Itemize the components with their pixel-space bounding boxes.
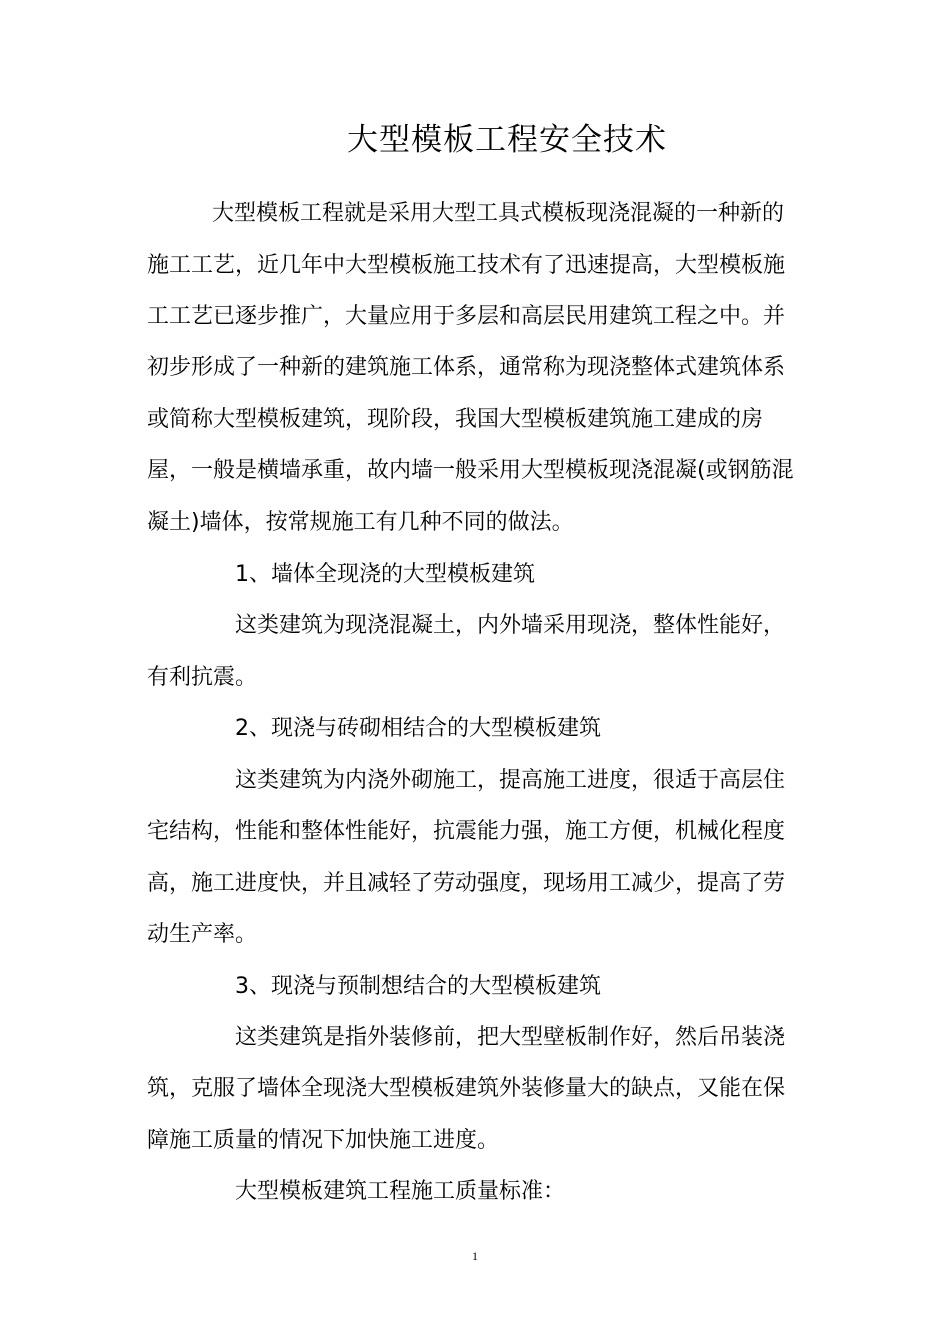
intro-line-4: 初步形成了一种新的建筑施工体系，通常称为现浇整体式建筑体系 — [147, 355, 786, 380]
section-3-line-1: 这类建筑是指外装修前，把大型壁板制作好，然后吊装浇 — [235, 1025, 786, 1050]
intro-line-7: 凝土)墙体，按常规施工有几种不同的做法。 — [147, 510, 574, 535]
intro-line-3: 工工艺已逐步推广，大量应用于多层和高层民用建筑工程之中。并 — [147, 304, 786, 329]
section-1-line-1: 这类建筑为现浇混凝土，内外墙采用现浇，整体性能好， — [235, 613, 786, 638]
intro-line-1: 大型模板工程就是采用大型工具式模板现浇混凝的一种新的 — [212, 201, 785, 226]
document-title: 大型模板工程安全技术 — [347, 122, 667, 158]
section-1-heading: 1、墙体全现浇的大型模板建筑 — [235, 562, 535, 587]
quality-standard-heading: 大型模板建筑工程施工质量标准： — [235, 1179, 566, 1204]
section-1-line-2: 有利抗震。 — [147, 665, 258, 690]
page-number: 1 — [472, 1249, 478, 1263]
section-2-line-2: 宅结构，性能和整体性能好，抗震能力强，施工方便，机械化程度 — [147, 819, 786, 844]
section-2-line-4: 动生产率。 — [147, 922, 258, 947]
intro-line-2: 施工工艺，近几年中大型模板施工技术有了迅速提高，大型模板施 — [147, 253, 786, 278]
section-2-heading: 2、现浇与砖砌相结合的大型模板建筑 — [235, 716, 601, 741]
section-3-heading: 3、现浇与预制想结合的大型模板建筑 — [235, 974, 601, 999]
intro-line-6: 屋，一般是横墙承重，故内墙一般采用大型模板现浇混凝(或钢筋混 — [147, 458, 794, 483]
section-2-line-1: 这类建筑为内浇外砌施工，提高施工进度，很适于高层住 — [235, 768, 786, 793]
intro-line-5: 或简称大型模板建筑，现阶段，我国大型模板建筑施工建成的房 — [147, 407, 764, 432]
section-2-line-3: 高，施工进度快，并且减轻了劳动强度，现场用工减少，提高了劳 — [147, 871, 786, 896]
section-3-line-3: 障施工质量的情况下加快施工进度。 — [147, 1128, 500, 1153]
section-3-line-2: 筑，克服了墙体全现浇大型模板建筑外装修量大的缺点，又能在保 — [147, 1076, 786, 1101]
